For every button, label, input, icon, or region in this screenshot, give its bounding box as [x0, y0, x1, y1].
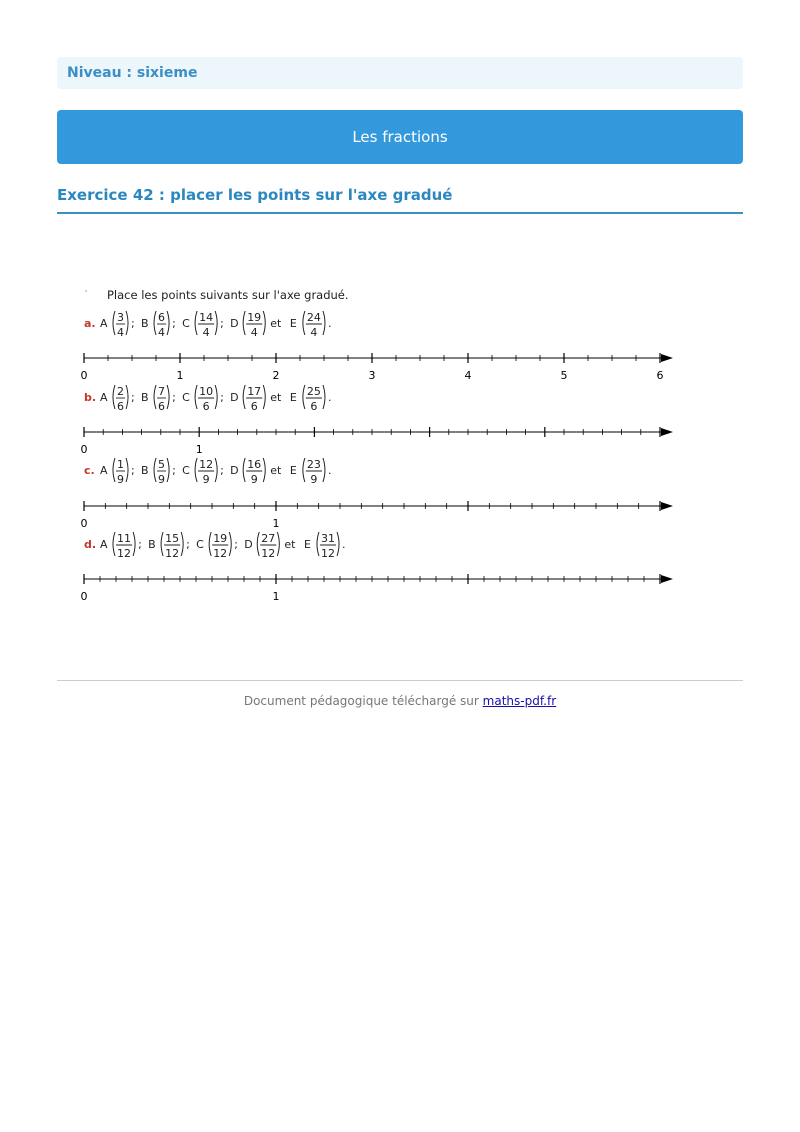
tick-label: 3: [368, 369, 376, 382]
connector-text: et: [270, 464, 282, 477]
fraction-denominator: 9: [158, 473, 166, 486]
point-name: C: [182, 317, 190, 330]
fraction-numerator: 3: [117, 311, 125, 324]
connector-text: et: [270, 317, 282, 330]
fraction-paren-left: [195, 385, 197, 409]
fraction-denominator: 6: [117, 400, 125, 413]
part-letter: a.: [84, 317, 96, 330]
fraction-numerator: 6: [158, 311, 166, 324]
point-name: A: [100, 391, 108, 404]
fraction-paren-left: [161, 532, 163, 556]
tick-label: 0: [80, 517, 88, 530]
fraction-paren-left: [113, 311, 115, 335]
separator: ;: [172, 391, 176, 404]
point-name: D: [230, 317, 239, 330]
fraction-paren-right: [323, 385, 325, 409]
fraction-numerator: 14: [199, 311, 214, 324]
fraction-denominator: 6: [202, 400, 210, 413]
fraction-denominator: 4: [310, 326, 318, 339]
fraction-numerator: 1: [117, 458, 125, 471]
fraction-numerator: 24: [306, 311, 321, 324]
part-letter: c.: [84, 464, 95, 477]
fraction-paren-right: [215, 458, 217, 482]
fraction-denominator: 4: [158, 326, 166, 339]
point-name: A: [100, 464, 108, 477]
fraction-numerator: 11: [117, 532, 132, 545]
fraction-paren-left: [303, 311, 305, 335]
part-letter: b.: [84, 391, 97, 404]
fraction-paren-left: [154, 458, 156, 482]
fraction-paren-right: [323, 458, 325, 482]
tick-label: 1: [195, 443, 203, 456]
fraction-paren-left: [209, 532, 211, 556]
point-name: B: [148, 538, 156, 551]
tick-label: 4: [464, 369, 472, 382]
separator: ;: [131, 464, 135, 477]
fraction-numerator: 19: [247, 311, 262, 324]
part-letter: d.: [84, 538, 97, 551]
level-badge: Niveau : sixieme: [57, 57, 743, 89]
fraction-denominator: 6: [250, 400, 258, 413]
end-period: .: [327, 464, 332, 477]
separator: ;: [220, 464, 224, 477]
point-name: E: [303, 538, 311, 551]
fraction-paren-left: [303, 385, 305, 409]
fraction-paren-right: [215, 385, 217, 409]
fraction-numerator: 27: [261, 532, 276, 545]
fraction-numerator: 25: [306, 385, 321, 398]
fraction-denominator: 6: [310, 400, 318, 413]
number-line-arrow: [661, 502, 673, 510]
fraction-denominator: 4: [202, 326, 210, 339]
point-name: D: [244, 538, 253, 551]
exercise-title: Exercice 42 : placer les points sur l'axe gradué: [57, 186, 453, 204]
point-name: C: [182, 391, 190, 404]
fraction-paren-right: [133, 532, 135, 556]
fraction-paren-right: [263, 458, 265, 482]
tick-label: 1: [272, 590, 280, 603]
footer: [57, 694, 743, 708]
fraction-paren-right: [337, 532, 339, 556]
fraction-paren-left: [195, 311, 197, 335]
tick-label: 6: [656, 369, 664, 382]
fraction-paren-right: [277, 532, 279, 556]
fraction-numerator: 7: [158, 385, 166, 398]
fraction-paren-left: [113, 532, 115, 556]
number-line-arrow: [661, 354, 673, 362]
fraction-numerator: 2: [117, 385, 125, 398]
fraction-numerator: 5: [158, 458, 166, 471]
fraction-numerator: 17: [247, 385, 262, 398]
fraction-paren-left: [154, 311, 156, 335]
tick-label: 5: [560, 369, 568, 382]
fraction-paren-right: [263, 385, 265, 409]
point-name: D: [230, 464, 239, 477]
fraction-paren-left: [303, 458, 305, 482]
fraction-denominator: 12: [213, 547, 228, 560]
chapter-title-banner: Les fractions: [57, 110, 743, 164]
fraction-paren-right: [126, 458, 128, 482]
point-name: C: [196, 538, 204, 551]
fraction-numerator: 12: [199, 458, 214, 471]
fraction-paren-left: [195, 458, 197, 482]
point-name: B: [141, 464, 149, 477]
fraction-numerator: 16: [247, 458, 262, 471]
number-line-arrow: [661, 428, 673, 436]
tick-label: 0: [80, 369, 88, 382]
point-name: A: [100, 538, 108, 551]
fraction-denominator: 12: [261, 547, 276, 560]
fraction-paren-right: [167, 458, 169, 482]
fraction-denominator: 9: [310, 473, 318, 486]
separator: ;: [234, 538, 238, 551]
fraction-numerator: 10: [199, 385, 214, 398]
point-name: C: [182, 464, 190, 477]
point-name: A: [100, 317, 108, 330]
fraction-paren-right: [229, 532, 231, 556]
fraction-paren-left: [243, 311, 245, 335]
instruction-text: Place les points suivants sur l'axe gradué.: [107, 288, 349, 302]
number-line-arrow: [661, 575, 673, 583]
footer-text: Document pédagogique téléchargé sur: [243, 694, 479, 708]
fraction-paren-left: [243, 385, 245, 409]
point-name: E: [289, 391, 297, 404]
fraction-numerator: 23: [306, 458, 321, 471]
footer-link[interactable]: maths-pdf.fr: [482, 694, 557, 708]
fraction-denominator: 4: [250, 326, 258, 339]
fraction-paren-right: [215, 311, 217, 335]
fraction-paren-left: [317, 532, 319, 556]
separator: ;: [131, 317, 135, 330]
fraction-numerator: 31: [321, 532, 335, 545]
separator: ;: [220, 317, 224, 330]
fraction-paren-left: [113, 458, 115, 482]
fraction-paren-right: [263, 311, 265, 335]
point-name: B: [141, 391, 149, 404]
point-name: E: [289, 464, 297, 477]
tick-label: 0: [80, 590, 88, 603]
fraction-paren-left: [243, 458, 245, 482]
fraction-denominator: 9: [250, 473, 258, 486]
separator: ;: [131, 391, 135, 404]
end-period: .: [342, 538, 346, 551]
fraction-paren-left: [113, 385, 115, 409]
connector-text: et: [270, 391, 282, 404]
fraction-denominator: 6: [158, 400, 166, 413]
separator: ;: [172, 317, 176, 330]
fraction-numerator: 19: [213, 532, 228, 545]
fraction-paren-right: [167, 385, 169, 409]
point-name: D: [230, 391, 239, 404]
fraction-denominator: 12: [165, 547, 180, 560]
fraction-paren-right: [323, 311, 325, 335]
fraction-denominator: 9: [202, 473, 210, 486]
fraction-paren-right: [167, 311, 169, 335]
separator: ;: [138, 538, 142, 551]
separator: ;: [186, 538, 190, 551]
fraction-denominator: 12: [321, 547, 335, 560]
fraction-paren-left: [257, 532, 259, 556]
separator: ;: [172, 464, 176, 477]
instruction-dot: [85, 290, 87, 292]
footer-divider: [57, 680, 743, 681]
tick-label: 0: [80, 443, 88, 456]
fraction-paren-right: [181, 532, 183, 556]
fraction-denominator: 4: [117, 326, 125, 339]
fraction-numerator: 15: [165, 532, 180, 545]
separator: ;: [220, 391, 224, 404]
connector-text: et: [284, 538, 296, 551]
point-name: B: [141, 317, 149, 330]
fraction-denominator: 12: [117, 547, 132, 560]
fraction-denominator: 9: [117, 473, 125, 486]
end-period: .: [327, 317, 332, 330]
tick-label: 1: [272, 517, 280, 530]
point-name: E: [289, 317, 297, 330]
fraction-paren-right: [126, 385, 128, 409]
fraction-paren-left: [154, 385, 156, 409]
tick-label: 1: [176, 369, 184, 382]
end-period: .: [327, 391, 332, 404]
fraction-paren-right: [126, 311, 128, 335]
tick-label: 2: [272, 369, 280, 382]
